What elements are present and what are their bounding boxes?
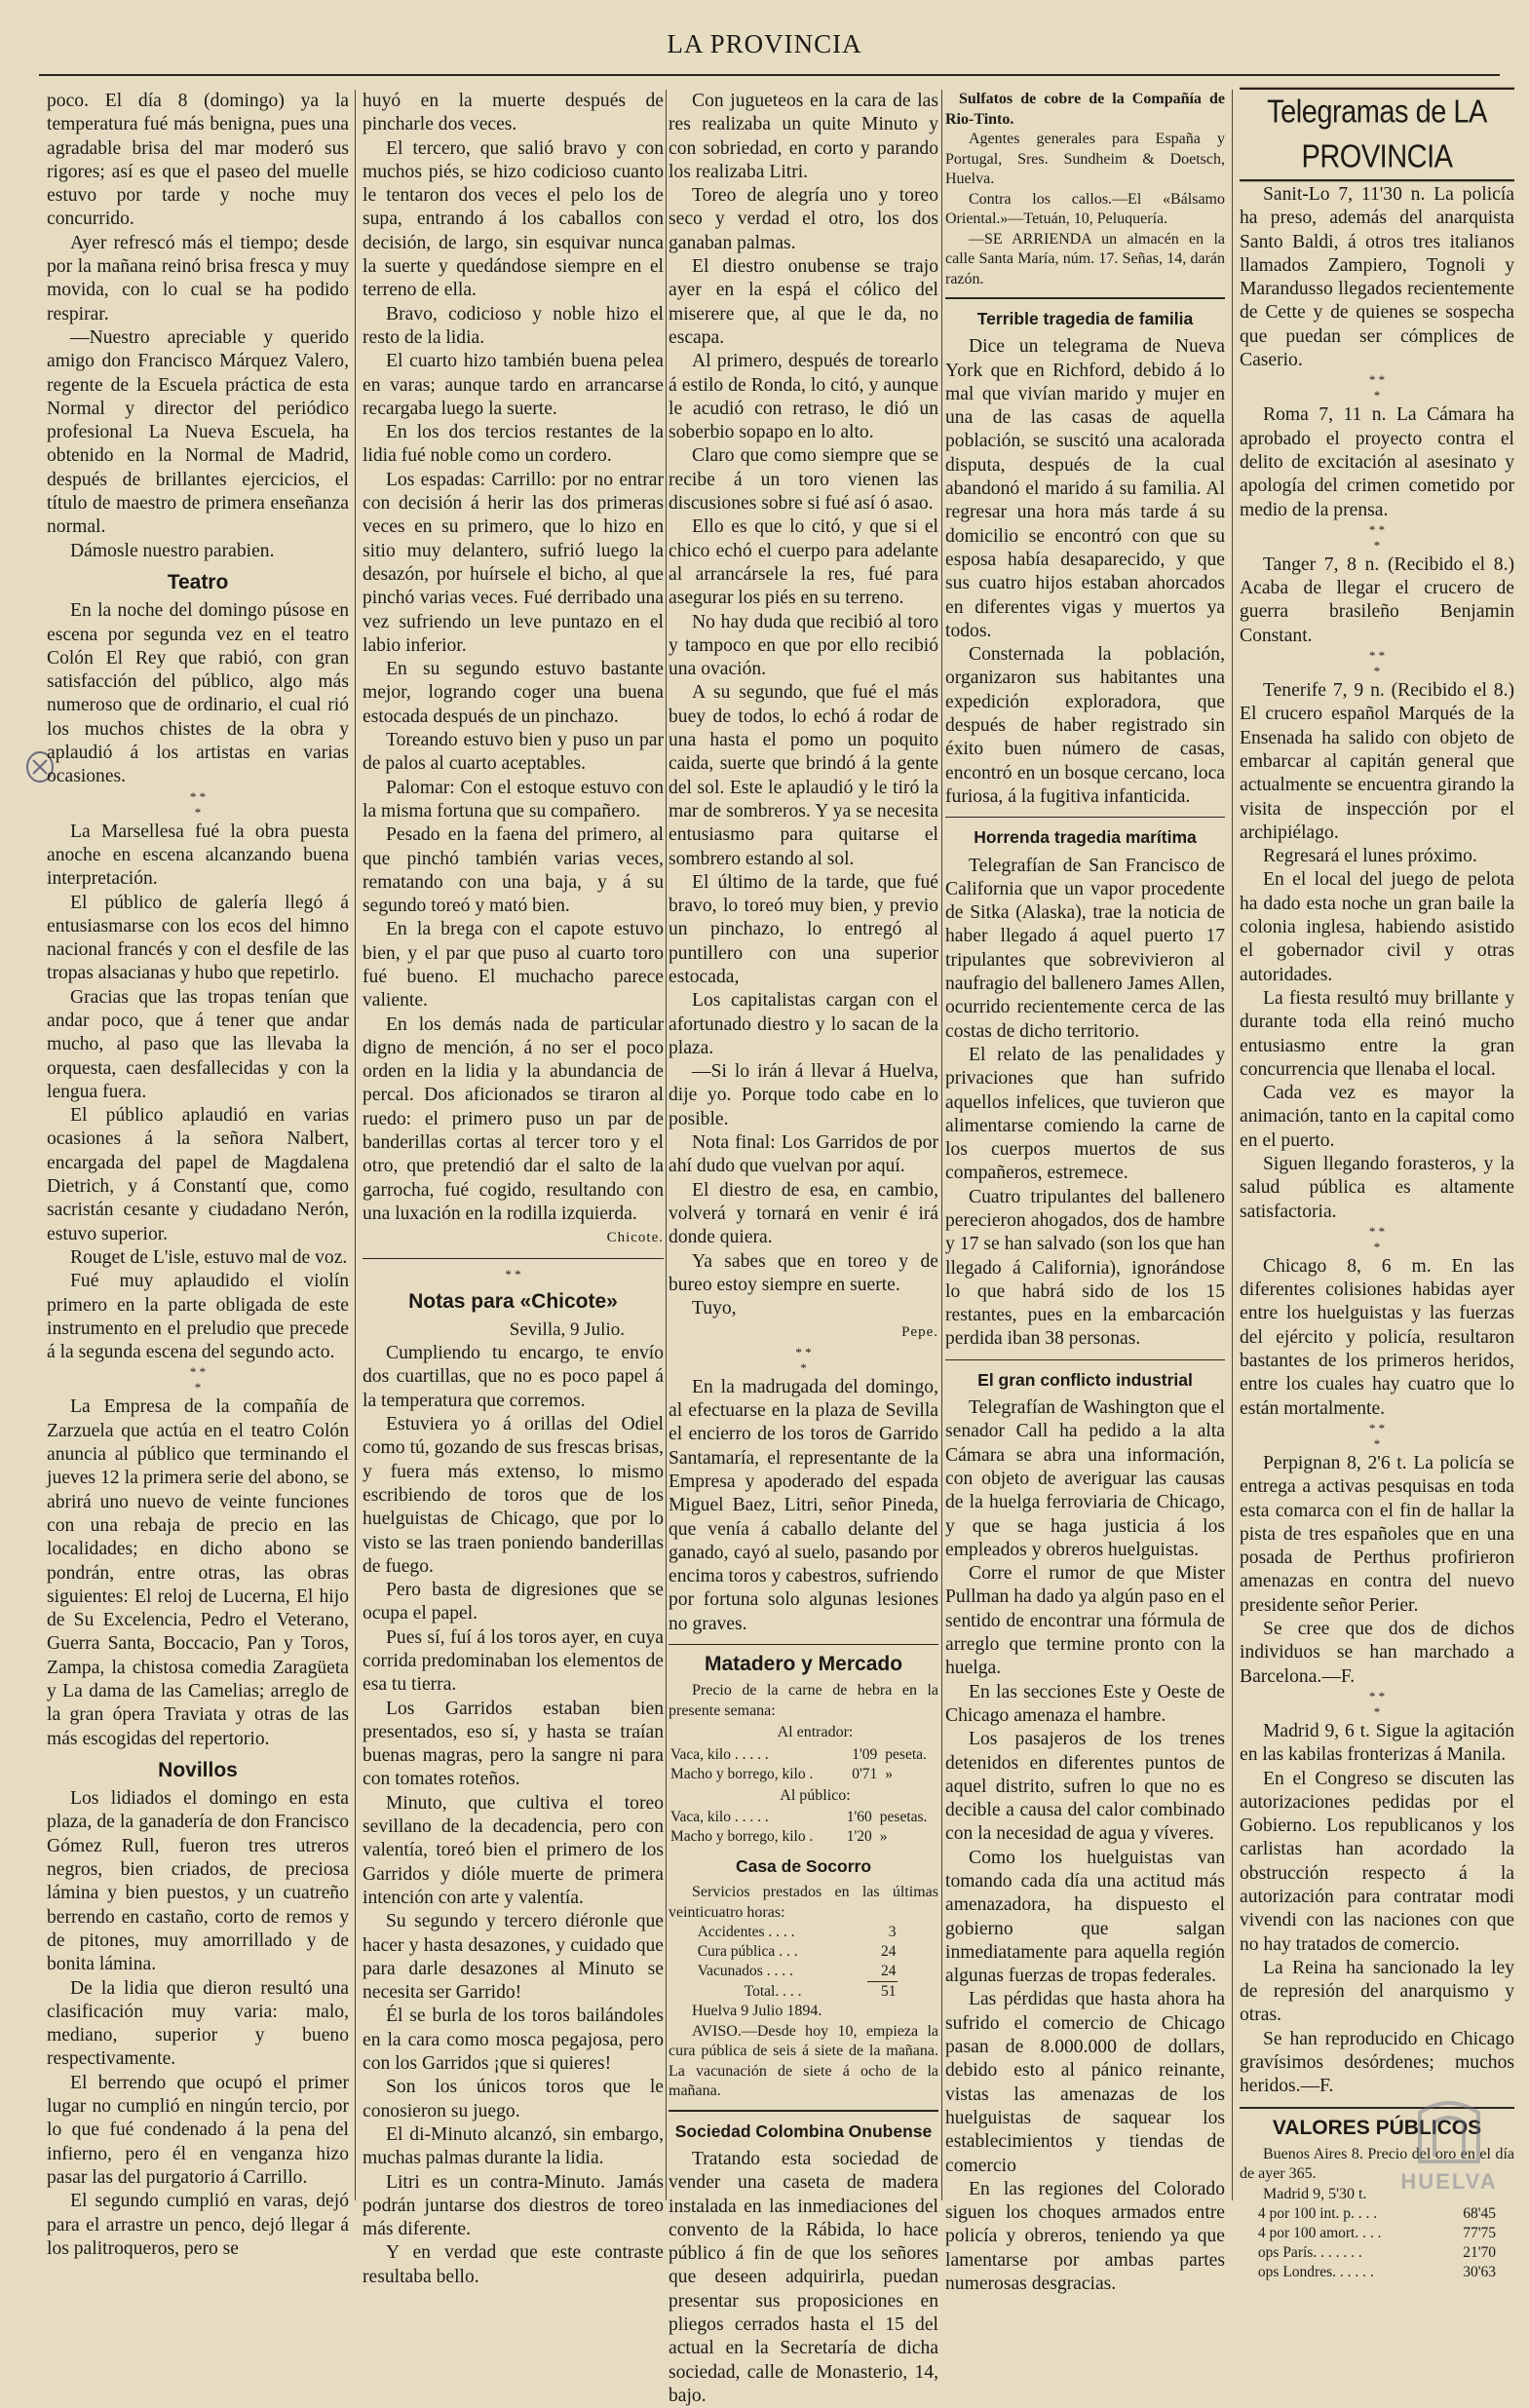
section-heading-conflicto: El gran conflicto industrial [977,1369,1193,1390]
paragraph: Los pasajeros de los trenes detenidos en diferentes puntos de aquel distrito, sufren lo que no es decible a causa del calor combinado con la necesidad de agua y víveres. [945,1729,1225,1845]
paragraph: Cuatro tripulantes del ballenero perecieron ahogados, dos de hambre y 17 se han salvado (son los que han llegado á California), ignorándose lo que habrá sido de los 15 restantes, pues en la embarcación perdida iban 38 personas. [945,1186,1225,1350]
paragraph: AVISO.—Desde hoy 10, empieza la cura pública de seis á siete de la mañana. La vacunación de siete á ocho de la mañana. [669,2022,938,2100]
section-rule [945,1359,1225,1360]
paragraph: Gracias que las tropas tenían que andar poco, que á tener que andar mucho, al paso que las llevaba la orquesta, caen desfallecidas y con la lengua fuera. [47,986,349,1102]
stamp-emblem-icon [1391,2093,1508,2171]
separator-asterisks: * * * [189,788,207,820]
table-cell-label: Total. . . . [744,1982,802,2000]
price-table-entrador [669,1745,938,1784]
paragraph: El diestro onubense se trajo ayer en la espá el cólico del miserere que, al que le da, no escapa. [669,256,938,348]
separator-asterisks: * * * [1368,648,1386,679]
paragraph: Roma 7, 11 n. La Cámara ha aprobado el proyecto contra el delito de excitación al asesinato y apología del crimen cometido por medio de la prensa. [1240,404,1514,520]
paragraph: El segundo cumplió en varas, dejó para el arrastre un penco, dejó llegar á los palitroqueros, pero se [47,2191,349,2259]
paragraph: Siguen llegando forasteros, y la salud pública es altamente satisfactoria. [1240,1153,1514,1222]
table-cell-label: Cura pública . . . [697,1943,798,1961]
advert: Contra los callos.—El «Bálsamo Oriental.»—Tetuán, 10, Peluquería. [945,190,1225,227]
separator-asterisks: * * * [1368,1420,1386,1451]
paragraph: La Empresa de la compañía de Zarzuela que actúa en el teatro Colón anuncia al público que terminando el jueves 12 la primera serie del abono, se abrirá uno nuevo de veinte funciones con una rebaja de precio en las localidades; en dicho abono se pondrán, entre otras, las obras siguientes: El reloj de Lucerna, El hijo de Su Excelencia, Pedro el Veterano, Guerra Santa, Boccacio, Pan y Toros, Zampa, la chistosa comedia Zaragüeta y La dama de las Camelias; arreglo de la gran ópera Traviata y otras de las más escogidas del repertorio. [47,1396,349,1749]
subheading: Al público: [780,1786,851,1804]
table-row [1256,2204,1498,2224]
table-row [696,1962,898,1982]
section-rule [669,2110,938,2112]
paragraph: Cumpliendo tu encargo, te envío dos cuartillas, que no es poco papel á la temperatura que corremos. [363,1343,664,1411]
signature: Chicote. [606,1230,664,1246]
paragraph: huyó en la muerte después de pincharle dos veces. [363,91,664,135]
table-cell-unit: pesetas. [879,1808,928,1825]
paragraph: Fué muy aplaudido el violín primero en la parte obligada de este instrumento en el preludio que precede á la segunda escena del segundo acto. [47,1271,349,1363]
table-cell-value: 51 [867,1982,898,2003]
paragraph: A su segundo, que fué el más buey de todos, lo echó á rodar de una hasta el pomo un poquito caida, suerte que brindó á la gente del sol. Este le aplaudió y le tiró la mar de sombreros. Y ya se necesita entusiasmo para quitarse el sombrero estando al sol. [669,682,938,869]
newspaper-title: LA PROVINCIA [667,29,862,58]
paragraph: Los espadas: Carrillo: por no entrar con decisión á herir las dos primeras veces en su primero, que lo hizo en sitio muy delantero, sufrió luego la desazón, por huírsele el bicho, al que pinchó varias veces. Fué derribado una vez sufriendo un leve puntazo en el labio inferior. [363,469,664,656]
telegramas-heading: Telegramas de LA PROVINCIA [1240,88,1514,182]
paragraph: En el local del juego de pelota ha dado esta noche un gran baile la colonia inglesa, habiendo asistido el gobernador civil y otras autoridades. [1240,869,1514,985]
paragraph: Minuto, que cultiva el toreo sevillano de la decadencia, pero con valentía, toreó bien el primero de los Garridos y dióle muerte de primera intención con arte y valentía. [363,1792,664,1908]
paragraph: En los dos tercios restantes de la lidia fué noble como un cordero. [363,422,664,467]
section-heading-valores: VALORES PÚBLICOS [1272,2116,1482,2139]
table-cell-unit: » [885,1765,894,1782]
paragraph: Madrid 9, 5'30 t. [1263,2185,1367,2202]
column-5 [1240,90,1514,2281]
paragraph: Servicios prestados en las últimas veinticuatro horas: [669,1884,938,1921]
paragraph: Son los únicos toros que le conosieron su juego. [363,2077,664,2121]
stamp-label: HUELVA [1400,2169,1498,2194]
paragraph: En las regiones del Colorado siguen los choques armados entre policía y obreros, teniendo ya que lamentarse por ambas partes numerosas desgracias. [945,2178,1225,2295]
paragraph: La Marsellesa fué la obra puesta anoche en escena alcanzando buena interpretación. [47,821,349,890]
paragraph: Los lidiados el domingo en esta plaza, de la ganadería de don Francisco Gómez Rull, fueron tres utreros negros, bien criados, de preciosa lámina y bien puestos, y un cuatreño berrendo en castaño, corto de remos y de pitones, muy amorrillado y de bonita lámina. [47,1788,349,1975]
table-row [669,1808,938,1827]
section-heading-novillos: Novillos [158,1758,238,1781]
paragraph: Telegrafían de Washington que el senador Call ha pedido a la alta Cámara se abra una información, con objeto de averiguar las causas de la huelga ferroviaria de Chicago, y que se haga justicia á los empleados y obreros huelguistas. [945,1397,1225,1560]
table-cell-value: 1'09 [852,1745,878,1763]
paragraph: El di-Minuto alcanzó, sin embargo, muchas palmas durante la lidia. [363,2123,664,2169]
advert: Agentes generales para España y Portugal, Sres. Sundheim & Doetsch, Huelva. [945,131,1225,187]
table-row [1256,2224,1498,2243]
paragraph: La Reina ha sancionado la ley de represión del anarquismo y otras. [1240,1957,1514,2026]
paragraph: En la brega con el capote estuvo bien, y el par que puso al cuarto toro fué bueno. El muchacho parece valiente. [363,919,664,1012]
paragraph: Tratando esta sociedad de vender una caseta de madera instalada en las inmediaciones del convento de la Rábida, lo hace público á fin de que los señores que deseen adquirirla, puedan presentar sus proposiciones en pliegos cerrados hasta el 15 del actual en la Secretaría de dicha sociedad, calle de Monasterio, 14, bajo. [669,2148,938,2406]
paragraph: Su segundo y tercero diéronle que hacer y hasta desazones, y cuidado que para darle desazones al Minuto se necesita ser Garrido! [363,1911,664,2004]
column-divider [666,90,667,2200]
table-row [669,1827,938,1847]
table-cell-value: 21'70 [1463,2244,1497,2262]
section-heading-teatro: Teatro [167,570,229,593]
paragraph: Tuyo, [692,1298,737,1319]
paragraph: Las pérdidas que hasta ahora ha sufrido el comercio de Chicago pasan de 8.000.000 de dollars, debido esto al pánico reinante, vistas las amenazas de los huelguistas de saquear los establecimientos y tiendas de comercio [945,1989,1225,2176]
paragraph: Al primero, después de torearlo á estilo de Ronda, lo citó, y aunque le acudió con retraso, le dió un soberbio sopapo en lo alto. [669,351,938,443]
paragraph: Precio de la carne de hebra en la presente semana: [669,1682,938,1719]
separator-asterisks: * * * [1368,1223,1386,1254]
paragraph: Tanger 7, 8 n. (Recibido el 8.) Acaba de llegar el crucero de guerra brasileño Benjamin Constant. [1240,554,1514,646]
table-cell-label: 4 por 100 int. p. . . . [1257,2205,1378,2223]
stocks-table [1256,2204,1498,2282]
paragraph: Sanit-Lo 7, 11'30 n. La policía ha preso, además del anarquista Santo Baldi, á otros tres italianos llamados Zampiero, Tognoli y Marandusso llegados recientemente de Cette y de quienes se sospecha que puedan ser cómplices de Caserio. [1240,184,1514,371]
paragraph: Los capitalistas cargan con el afortunado diestro y lo sacan de la plaza. [669,990,938,1058]
paragraph: Dámosle nuestro parabien. [70,540,275,561]
table-row [669,1745,938,1765]
table-cell-value: 1'20 [846,1827,872,1845]
masthead [29,29,1500,76]
paragraph: Con jugueteos en la cara de las res realizaba un quite Minuto y con sobriedad, en corto y parando los realizaba Litri. [669,91,938,182]
paragraph: Tenerife 7, 9 n. (Recibido el 8.) El crucero español Marqués de la Ensenada ha salido con objeto de embarcar al capitán general que actualmente se encuentra girando la visita de inspección por el archipiélago. [1240,680,1514,843]
table-cell-label: Macho y borrego, kilo . [670,1827,814,1845]
paragraph: Ello es que lo citó, y que si el chico echó el cuerpo para adelante al arrancársele la res, fué para asegurar los piés en su terreno. [669,516,938,609]
paragraph: Ya sabes que en toreo y de bureo estoy siempre en suerte. [669,1250,938,1295]
paragraph: Cada vez es mayor la animación, tanto en la capital como en el puerto. [1240,1083,1514,1151]
section-heading-notas: Notas para «Chicote» [408,1289,618,1313]
paragraph: Y en verdad que este contraste resultaba bello. [363,2242,664,2287]
table-cell-label: Vaca, kilo . . . . . [670,1808,769,1825]
paragraph: Regresará el lunes próximo. [1263,846,1477,867]
paragraph: No hay duda que recibió al toro y tampoco en que por ello recibió una ovación. [669,611,938,680]
table-cell-label: ops Londres. . . . . . [1257,2264,1374,2281]
table-cell-value: 68'45 [1463,2205,1497,2223]
paragraph: Buenos Aires 8. Precio del oro en el día de ayer 365. [1240,2145,1514,2183]
dateline: Sevilla, 9 Julio. [509,1319,625,1340]
table-row [669,1765,938,1784]
table-cell-label: Macho y borrego, kilo . [670,1765,814,1782]
paragraph: Los Garridos estaban bien presentados, eso sí, y hasta se traían buenas magras, pero la sangre ni para con tomates roteños. [363,1698,664,1790]
advert: Sulfatos de cobre de la Compañía de Rio-Tinto. [945,91,1225,128]
paragraph: Estuviera yo á orillas del Odiel como tú, gozando de sus frescas brisas, y fuera más extenso, lo mismo escribiendo de toros que de los huelguistas de Chicago, que por lo visto se las traen poniendo banderillas de fuego. [363,1414,664,1577]
table-cell-value: 3 [888,1924,897,1941]
paragraph: En el Congreso se discuten las autorizaciones pedidas por el Gobierno. Los republicanos y los carlistas han acordado la obstrucción respecto á la autorización para contratar modi vivendi con las naciones con que no hay tratados de comercio. [1240,1768,1514,1955]
section-heading-matadero: Matadero y Mercado [704,1653,903,1675]
column-1 [47,90,349,2259]
paragraph: Se cree que dos de dichos individuos se han marchado a Barcelona.—F. [1240,1619,1514,1687]
paragraph: Litri es un contra-Minuto. Jamás podrán juntarse dos diestros de toreo más diferente. [363,2171,664,2240]
paragraph: Como los huelguistas van tomando cada día una actitud más amenazadora, ha dispuesto el gobierno que salgan inmediatamente para aquella región algunas fuerzas de tropas federales. [945,1847,1225,1987]
paragraph: Perpignan 8, 2'6 t. La policía se entrega a activas pesquisas en toda esta comarca con el fin de hallar la pista de tres españoles que en una posada de Perthus profirieron amenazas en contra del nuevo presidente señor Perier. [1240,1452,1514,1616]
paragraph: —Si lo irán á llevar á Huelva, dije yo. Porque todo cabe en lo posible. [669,1061,938,1129]
paragraph: poco. El día 8 (domingo) ya la temperatura fué más benigna, pues una agradable brisa del mar moderó sus rigores; así es que el paseo del muelle estuvo por tarde y noche muy concurrido. [47,91,349,230]
paragraph: En su segundo estuvo bastante mejor, logrando coger una buena estocada después de un pinchazo. [363,659,664,727]
table-cell-value: 24 [880,1943,897,1961]
paragraph: Palomar: Con el estoque estuvo con la misma fortuna que su compañero. [363,777,664,822]
paragraph: El berrendo que ocupó el primer lugar no cumplió en ningún tercio, por lo que fué condenado á la pena del infierno, pero él en venganza hizo pasar las del purgatorio á Carrillo. [47,2072,349,2188]
column-divider [1232,90,1233,2200]
advert: —SE ARRIENDA un almacén en la calle Santa María, núm. 17. Señas, 14, darán razón. [945,230,1225,287]
table-cell-value: 24 [880,1963,897,1980]
paragraph: Nota final: Los Garridos de por ahí dudo que vuelvan por aquí. [669,1132,938,1177]
paragraph: En las secciones Este y Oeste de Chicago amenaza el hambre. [945,1681,1225,1726]
table-cell-unit: peseta. [885,1745,927,1763]
separator-asterisks: * * * [1368,1688,1386,1719]
separator-asterisks: * * * [189,1364,207,1395]
section-heading-tragedia-familia: Terrible tragedia de familia [976,309,1194,328]
paragraph: Él se burla de los toros bailándoles en la cara como mosca pegajosa, pero con los Garridos ¡que si quieres! [363,2006,664,2075]
table-cell-label: Vacunados . . . . [697,1963,793,1980]
paragraph: Se han reproducido en Chicago gravísimos desórdenes; muchos heridos.—F. [1240,2028,1514,2097]
section-heading-tragedia-maritima: Horrenda tragedia marítima [974,827,1197,848]
subheading: Al entrador: [777,1724,854,1741]
table-row [1256,2243,1498,2263]
column-2 [363,90,664,2287]
paragraph: La fiesta resultó muy brillante y durante toda ella reinó mucho entusiasmo entre la gran concurrencia que llenaba el local. [1240,987,1514,1080]
separator-asterisks: * * * [795,1344,812,1375]
price-table-publico [669,1808,938,1847]
section-rule [945,297,1225,299]
table-row [696,1923,898,1942]
library-stamp [1391,2093,1508,2200]
section-rule [945,817,1225,818]
table-row-total [696,1982,898,2003]
table-cell-value: 1'60 [846,1808,872,1825]
paragraph: Madrid 9, 6 t. Sigue la agitación en las kabilas fronterizas á Manila. [1240,1720,1514,1766]
paragraph: El público aplaudió en varias ocasiones á la señora Nalbert, encargada del papel de Magdalena Dietrich, y á Constantí que, como sacristán cesante y ciudadano Nerón, estuvo superior. [47,1105,349,1244]
paragraph: Bravo, codicioso y noble hizo el resto de la lidia. [363,303,664,348]
section-heading-socorro: Casa de Socorro [735,1855,872,1876]
paragraph: El público de galería llegó á entusiasmarse con los ecos del himno nacional francés y con el desfile de las tropas alsacianas y hubo que repetirlo. [47,892,349,984]
table-cell-value: 30'63 [1463,2264,1497,2281]
paragraph: Claro que como siempre que se recibe á un toro vienen las discusiones sobre si fué así ó asao. [669,445,938,515]
paragraph: En los demás nada de particular digno de mención, á no ser el poco orden en la lidia y la abundancia de percal. Dos aficionados se tiraron al ruedo: el primero puso un par de banderillas cortas al tercer toro y el otro, que pretendió dar el salto de la garrocha, fué cogido, resultando con una luxación en la rodilla izquierda. [363,1013,664,1224]
paragraph: Consternada la población, organizaron sus habitantes una expedición exploradora, que después de haber registrado sin éxito buen número de casas, encontró en un bosque cercano, loca furiosa, á la fugitiva infanticida. [945,644,1225,807]
table-row [696,1942,898,1962]
paragraph: Rouget de L'isle, estuvo mal de voz. [70,1246,348,1268]
paragraph: El relato de las penalidades y privaciones que han sufrido aquellos infelices, que tuvieron que alimentarse comiendo la carne de los cuerpos muertos de sus compañeros, estremece. [945,1044,1225,1184]
table-cell-value: 0'71 [852,1765,878,1782]
table-cell-value: 77'75 [1463,2225,1497,2242]
separator-asterisks: * * * [1368,521,1386,553]
paragraph: El cuarto hizo también buena pelea en varas; aunque tardo en arrancarse recargaba luego la suerte. [363,351,664,419]
column-divider [941,90,942,2200]
separator-asterisks: * * [505,1266,521,1281]
paragraph: Chicago 8, 6 m. En las diferentes colisiones habidas ayer entre los huelguistas y las fuerzas del ejército y policía, resultaron bastantes de los primeros heridos, entre los cuales hay cuatro que lo están mortalmente. [1240,1255,1514,1419]
section-heading-colombina: Sociedad Colombina Onubense [674,2121,933,2141]
paragraph: Pues sí, fuí á los toros ayer, en cuya corrida predominaban los elementos de esa tu tierra. [363,1626,664,1696]
paragraph: Corre el rumor de que Mister Pullman ha dado ya algún paso en el sentido de encontrar una fórmula de arreglo que termine pronto con la huelga. [945,1563,1225,1679]
table-cell-label: ops París. . . . . . . [1257,2244,1362,2262]
separator-asterisks: * * * [1368,372,1386,403]
paragraph: De la lidia que dieron resultó una clasificación muy varia: malo, mediano, superior y bueno respectivamente. [47,1977,349,2070]
section-rule [669,1644,938,1645]
paragraph: El último de la tarde, que fué bravo, lo toreó muy bien, y previo un pinchazo, lo entregó al puntillero con una superior estocada, [669,871,938,987]
column-4 [945,90,1225,2295]
paragraph: El diestro de esa, en cambio, volverá y tornará en venir é irá donde quiera. [669,1179,938,1248]
table-cell-unit: » [879,1827,888,1845]
paragraph: En la noche del domingo púsose en escena por segunda vez en el teatro Colón El Rey que rabió, con gran satisfacción del público, algo más numeroso que de ordinario, el cual rió los muchos chistes de la obra y aplaudió á los artistas en varias ocasiones. [47,600,349,787]
table-cell-label: Vaca, kilo . . . . . [670,1745,769,1763]
paragraph: Huelva 9 Julio 1894. [692,2003,822,2020]
section-rule [363,1258,664,1259]
masthead-rule [39,74,1500,76]
paragraph: En la madrugada del domingo, al efectuarse en la plaza de Sevilla el encierro de los toros de Garrido Santamaría, el representante de la Empresa y apoderado del espada Miguel Baez, Litri, señor Pineda, que venía á caballo delante del ganado, cayó al suelo, pasando por encima toros y cabestros, sufriendo por fortuna solo algunas lesiones no graves. [669,1376,938,1634]
paragraph: —Nuestro apreciable y querido amigo don Francisco Márquez Valero, regente de la Escuela práctica de esta Normal y director del periódico profesional La Nueva Escuela, ha obtenido en la Normal de Madrid, después de brillantes ejercicios, el título de maestro de primera enseñanza normal. [47,326,349,538]
paragraph: Pesado en la faena del primero, al que pinchó también varias veces, rematando con una baja, y á su segundo toreó y mató bien. [363,824,664,917]
table-row [1256,2263,1498,2282]
paragraph: Ayer refrescó más el tiempo; desde por la mañana reinó brisa fresca y muy movida, con lo cual se ha podido respirar. [47,232,349,325]
paragraph: Telegrafían de San Francisco de California que un vapor procedente de Sitka (Alaska), trae la noticia de haber llegado á aquel puerto 17 tripulantes que sobrevivieron al naufragio del ballenero James Allen, ocurrido recientemente cerca de las costas de dicho territorio. [945,855,1225,1042]
paragraph: Toreo de alegría uno y toreo seco y verdad el otro, los dos ganaban palmas. [669,185,938,253]
signature: Pepe. [901,1324,938,1341]
paragraph: El tercero, que salió bravo y con muchos piés, se hizo codicioso cuanto le tentaron dos veces el pelo los de supa, entrando á los caballos con decisión, de largo, sin esquivar nunca la suerte y quedándose siempre en el terreno de ella. [363,137,664,301]
paragraph: Dice un telegrama de Nueva York que en Richford, debido á lo mal que vivían marido y mujer en una de las casas de aquella población, se suscitó una acalorada disputa, después de la cual abandonó el marido á su familia. Al regresar una hora más tarde á su domicilio se encontró con que su esposa había desaparecido, y que sus cuatro hijos estaban ahorcados en diferentes vigas y muertos ya todos. [945,336,1225,641]
paragraph: Pero basta de digresiones que se ocupa el papel. [363,1580,664,1624]
table-cell-label: Accidentes . . . . [697,1924,795,1941]
services-table [696,1923,898,2002]
column-3 [669,90,938,2406]
table-cell-label: 4 por 100 amort. . . . [1257,2225,1382,2242]
column-divider [355,90,356,2200]
paragraph: Toreando estuvo bien y puso un par de palos al cuarto aceptables. [363,730,664,775]
